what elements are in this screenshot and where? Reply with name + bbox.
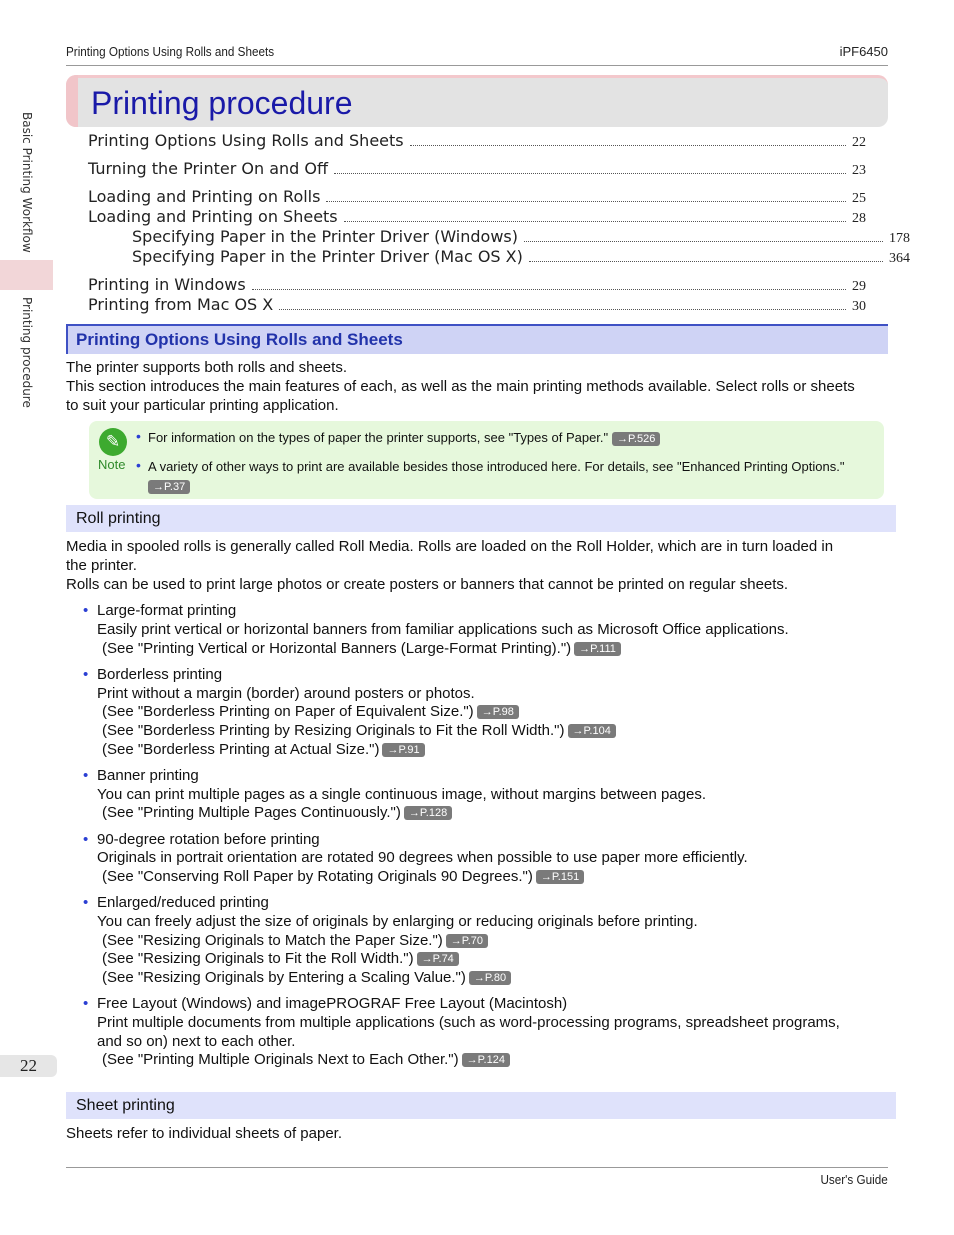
see-reference [102,741,425,758]
bullet: • [83,602,89,619]
page-ref-link[interactable]: →P.151 [536,870,584,884]
see-text: (See "Printing Multiple Pages Continuously.") [102,804,401,821]
bullet: • [83,995,89,1012]
toc-entry-label: Specifying Paper in the Printer Driver (Mac OS X) [132,247,523,266]
toc-entry-page: 28 [852,211,866,226]
toc-leader [279,309,846,310]
toc-entry-label: Loading and Printing on Rolls [88,187,321,206]
toc-entry-label: Printing in Windows [88,275,246,294]
side-tab-printing-procedure[interactable]: Printing procedure [20,297,34,408]
page-number: 22 [0,1055,57,1077]
toc-entry[interactable] [132,227,910,247]
see-reference [102,868,584,885]
page-ref-link[interactable]: →P.128 [404,806,452,820]
toc-leader [334,173,846,174]
note-item [148,429,608,447]
page-ref-link[interactable]: →P.526 [612,432,660,446]
toc-leader [524,241,883,242]
see-text: (See "Printing Multiple Originals Next to Each Other.") [102,1051,459,1068]
page-ref-link[interactable]: →P.98 [477,705,519,719]
toc-entry[interactable] [88,295,866,315]
note-item [148,458,844,476]
see-reference [102,932,488,949]
subheading-bar [66,1092,896,1119]
page-ref-link[interactable]: →P.111 [574,642,621,656]
toc-leader [326,201,846,202]
title-banner-accent [66,75,78,127]
note-ref [145,478,190,496]
toc-entry[interactable] [88,159,866,179]
feature-description: You can print multiple pages as a single continuous image, without margins between pages. [97,786,706,803]
note-text: For information on the types of paper the printer supports, see "Types of Paper." [148,430,609,445]
feature-description: You can freely adjust the size of originals by enlarging or reducing originals before printing. [97,913,698,930]
see-text: (See "Printing Vertical or Horizontal Banners (Large-Format Printing).") [102,640,572,657]
subheading-roll-printing: Roll printing [76,510,161,527]
sheet-paragraph: Sheets refer to individual sheets of paper. [66,1125,343,1142]
note-text: A variety of other ways to print are available besides those introduced here. For details, see "Enhanced Printing Options." [148,459,845,474]
see-text: (See "Resizing Originals to Fit the Roll Width.") [102,950,414,967]
bullet: • [83,767,89,784]
see-reference [102,969,511,986]
section-heading: Printing Options Using Rolls and Sheets [76,330,403,349]
roll-paragraph: Rolls can be used to print large photos or create posters or banners that cannot be printed on regular sheets. [66,576,789,593]
toc-entry[interactable] [88,131,866,151]
footer-text: User's Guide [820,1172,888,1187]
footer-divider [66,1167,888,1168]
section-paragraph: to suit your particular printing application. [66,397,339,414]
see-text: (See "Borderless Printing at Actual Size.") [102,741,380,758]
pencil-icon: ✎ [99,428,127,456]
see-text: (See "Borderless Printing on Paper of Equivalent Size.") [102,703,474,720]
see-reference [102,804,452,821]
note-ref [609,430,660,448]
feature-description: Originals in portrait orientation are rotated 90 degrees when possible to use paper more efficiently. [97,849,748,866]
see-text: (See "Conserving Roll Paper by Rotating Originals 90 Degrees.") [102,868,533,885]
header-divider [66,65,888,66]
toc-entry-label: Specifying Paper in the Printer Driver (Windows) [132,227,518,246]
section-paragraph: The printer supports both rolls and sheets. [66,359,347,376]
see-text: (See "Resizing Originals by Entering a Scaling Value.") [102,969,466,986]
feature-description: and so on) next to each other. [97,1033,296,1050]
toc [88,131,910,315]
feature-title: Free Layout (Windows) and imagePROGRAF Free Layout (Macintosh) [97,995,568,1012]
feature-description: Print multiple documents from multiple applications (such as word-processing programs, spreadsheet programs, [97,1014,840,1031]
toc-leader [252,289,846,290]
note-bullet: • [136,457,141,473]
bullet: • [83,666,89,683]
page-ref-link[interactable]: →P.104 [568,724,616,738]
page-ref-link[interactable]: →P.74 [417,952,459,966]
roll-paragraph: Media in spooled rolls is generally called Roll Media. Rolls are loaded on the Roll Holder, which are in turn loaded in [66,538,834,555]
toc-entry-page: 25 [852,191,866,206]
running-header-title: Printing Options Using Rolls and Sheets [66,44,275,59]
running-header-model: iPF6450 [839,44,888,59]
toc-entry-page: 29 [852,279,866,294]
toc-entry[interactable] [88,207,866,227]
see-reference [102,722,616,739]
feature-title: Large-format printing [97,602,237,619]
note-label: Note [98,457,126,472]
page-ref-link[interactable]: →P.80 [469,971,511,985]
side-tab-highlight [0,260,53,290]
toc-entry-page: 30 [852,299,866,314]
toc-entry-label: Printing from Mac OS X [88,295,274,314]
see-reference [102,950,459,967]
page-ref-link[interactable]: →P.91 [382,743,424,757]
toc-entry-page: 364 [889,251,910,266]
toc-entry-page: 22 [852,135,866,150]
note-bullet: • [136,428,141,444]
see-text: (See "Borderless Printing by Resizing Originals to Fit the Roll Width.") [102,722,565,739]
toc-entry-page: 23 [852,163,866,178]
bullet: • [83,894,89,911]
toc-entry-label: Printing Options Using Rolls and Sheets [88,131,404,150]
bullet: • [83,831,89,848]
see-reference [102,1051,510,1068]
toc-entry[interactable] [88,187,866,207]
toc-leader [529,261,883,262]
see-reference [102,703,519,720]
feature-title: Borderless printing [97,666,223,683]
see-reference [102,640,621,657]
page-ref-link[interactable]: →P.37 [148,480,190,494]
subheading-bar [66,505,896,532]
page-title: Printing procedure [91,85,353,121]
feature-title: 90-degree rotation before printing [97,831,320,848]
subheading-sheet-printing: Sheet printing [76,1097,175,1114]
section-paragraph: This section introduces the main features of each, as well as the main printing methods available. Select rolls or sheets [66,378,855,395]
feature-description: Easily print vertical or horizontal banners from familiar applications such as Microsoft Office applications. [97,621,789,638]
page-ref-link[interactable]: →P.124 [462,1053,510,1067]
toc-entry-label: Turning the Printer On and Off [88,159,329,178]
see-text: (See "Resizing Originals to Match the Paper Size.") [102,932,443,949]
feature-description: Print without a margin (border) around posters or photos. [97,685,475,702]
feature-title: Banner printing [97,767,199,784]
toc-entry[interactable] [88,275,866,295]
toc-leader [410,145,846,146]
feature-title: Enlarged/reduced printing [97,894,269,911]
page-ref-link[interactable]: →P.70 [446,934,488,948]
side-tab-basic-printing-workflow[interactable]: Basic Printing Workflow [20,112,34,253]
toc-leader [344,221,846,222]
toc-entry-page: 178 [889,231,910,246]
toc-entry[interactable] [132,247,910,267]
toc-entry-label: Loading and Printing on Sheets [88,207,338,226]
roll-paragraph: the printer. [66,557,137,574]
